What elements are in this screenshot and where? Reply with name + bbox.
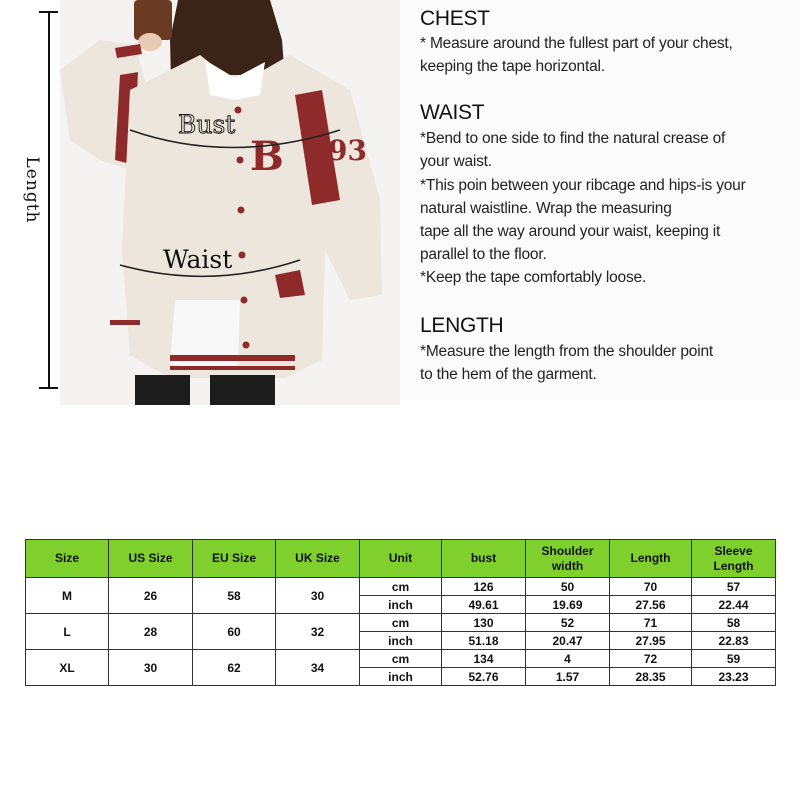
bust-cell: 51.18	[442, 632, 526, 650]
uk-size-cell: 30	[276, 578, 360, 614]
size-cell: M	[26, 578, 109, 614]
unit-cell: cm	[360, 578, 442, 596]
header-size: Size	[26, 540, 109, 578]
length-heading: LENGTH	[420, 314, 504, 337]
unit-cell: inch	[360, 668, 442, 686]
sleeve-cell: 23.23	[692, 668, 776, 686]
unit-cell: inch	[360, 596, 442, 614]
bust-cell: 134	[442, 650, 526, 668]
length-cell: 27.56	[610, 596, 692, 614]
length-label-text: Length	[22, 156, 42, 224]
header-us-size: US Size	[109, 540, 193, 578]
shoulder-cell: 52	[526, 614, 610, 632]
waist-line-6: parallel to the floor.	[420, 246, 547, 263]
header-unit: Unit	[360, 540, 442, 578]
us-size-cell: 28	[109, 614, 193, 650]
shoulder-cell: 20.47	[526, 632, 610, 650]
unit-cell: inch	[360, 632, 442, 650]
table-row	[26, 578, 776, 596]
size-chart-table	[25, 539, 776, 686]
length-cell: 71	[610, 614, 692, 632]
length-line-2: to the hem of the garment.	[420, 366, 597, 383]
jacket-letter-patch: B	[250, 133, 284, 180]
waist-line-5: tape all the way around your waist, keeping it	[420, 223, 721, 240]
table-header-row	[26, 540, 776, 578]
length-cell: 72	[610, 650, 692, 668]
uk-size-cell: 34	[276, 650, 360, 686]
header-length: Length	[610, 540, 692, 578]
length-line-1: *Measure the length from the shoulder point	[420, 343, 713, 360]
chest-heading: CHEST	[420, 7, 490, 30]
unit-cell: cm	[360, 614, 442, 632]
bust-cell: 49.61	[442, 596, 526, 614]
chest-line-1: * Measure around the fullest part of your chest,	[420, 35, 733, 52]
waist-label: Waist	[163, 245, 233, 274]
sleeve-cell: 57	[692, 578, 776, 596]
sleeve-cell: 58	[692, 614, 776, 632]
length-label	[12, 150, 52, 230]
header-eu-size: EU Size	[193, 540, 276, 578]
header-uk-size: UK Size	[276, 540, 360, 578]
waist-line-2: your waist.	[420, 153, 492, 170]
length-cell: 27.95	[610, 632, 692, 650]
jacket-photo	[60, 0, 400, 405]
length-cell: 70	[610, 578, 692, 596]
bust-label: Bust	[178, 110, 236, 139]
table-row	[26, 614, 776, 632]
waist-heading: WAIST	[420, 101, 485, 124]
length-cell: 28.35	[610, 668, 692, 686]
eu-size-cell: 58	[193, 578, 276, 614]
sleeve-cell: 59	[692, 650, 776, 668]
header-bust: bust	[442, 540, 526, 578]
sleeve-cell: 22.44	[692, 596, 776, 614]
waist-line-3: *This poin between your ribcage and hips-is your	[420, 177, 746, 194]
measurement-guide	[400, 0, 800, 400]
jacket-number-patch: 93	[328, 134, 367, 167]
header-sleeve-length: Sleeve Length	[692, 540, 776, 578]
waist-line-1: *Bend to one side to find the natural crease of	[420, 130, 726, 147]
shoulder-cell: 19.69	[526, 596, 610, 614]
us-size-cell: 30	[109, 650, 193, 686]
us-size-cell: 26	[109, 578, 193, 614]
eu-size-cell: 60	[193, 614, 276, 650]
size-cell: XL	[26, 650, 109, 686]
bust-cell: 52.76	[442, 668, 526, 686]
header-shoulder-width: Shoulder width	[526, 540, 610, 578]
bust-cell: 126	[442, 578, 526, 596]
sleeve-cell: 22.83	[692, 632, 776, 650]
uk-size-cell: 32	[276, 614, 360, 650]
waist-line-4: natural waistline. Wrap the measuring	[420, 200, 672, 217]
unit-cell: cm	[360, 650, 442, 668]
shoulder-cell: 4	[526, 650, 610, 668]
eu-size-cell: 62	[193, 650, 276, 686]
bust-cell: 130	[442, 614, 526, 632]
shoulder-cell: 50	[526, 578, 610, 596]
waist-line-7: *Keep the tape comfortably loose.	[420, 269, 647, 286]
chest-line-2: keeping the tape horizontal.	[420, 58, 605, 75]
shoulder-cell: 1.57	[526, 668, 610, 686]
table-row	[26, 650, 776, 668]
size-cell: L	[26, 614, 109, 650]
